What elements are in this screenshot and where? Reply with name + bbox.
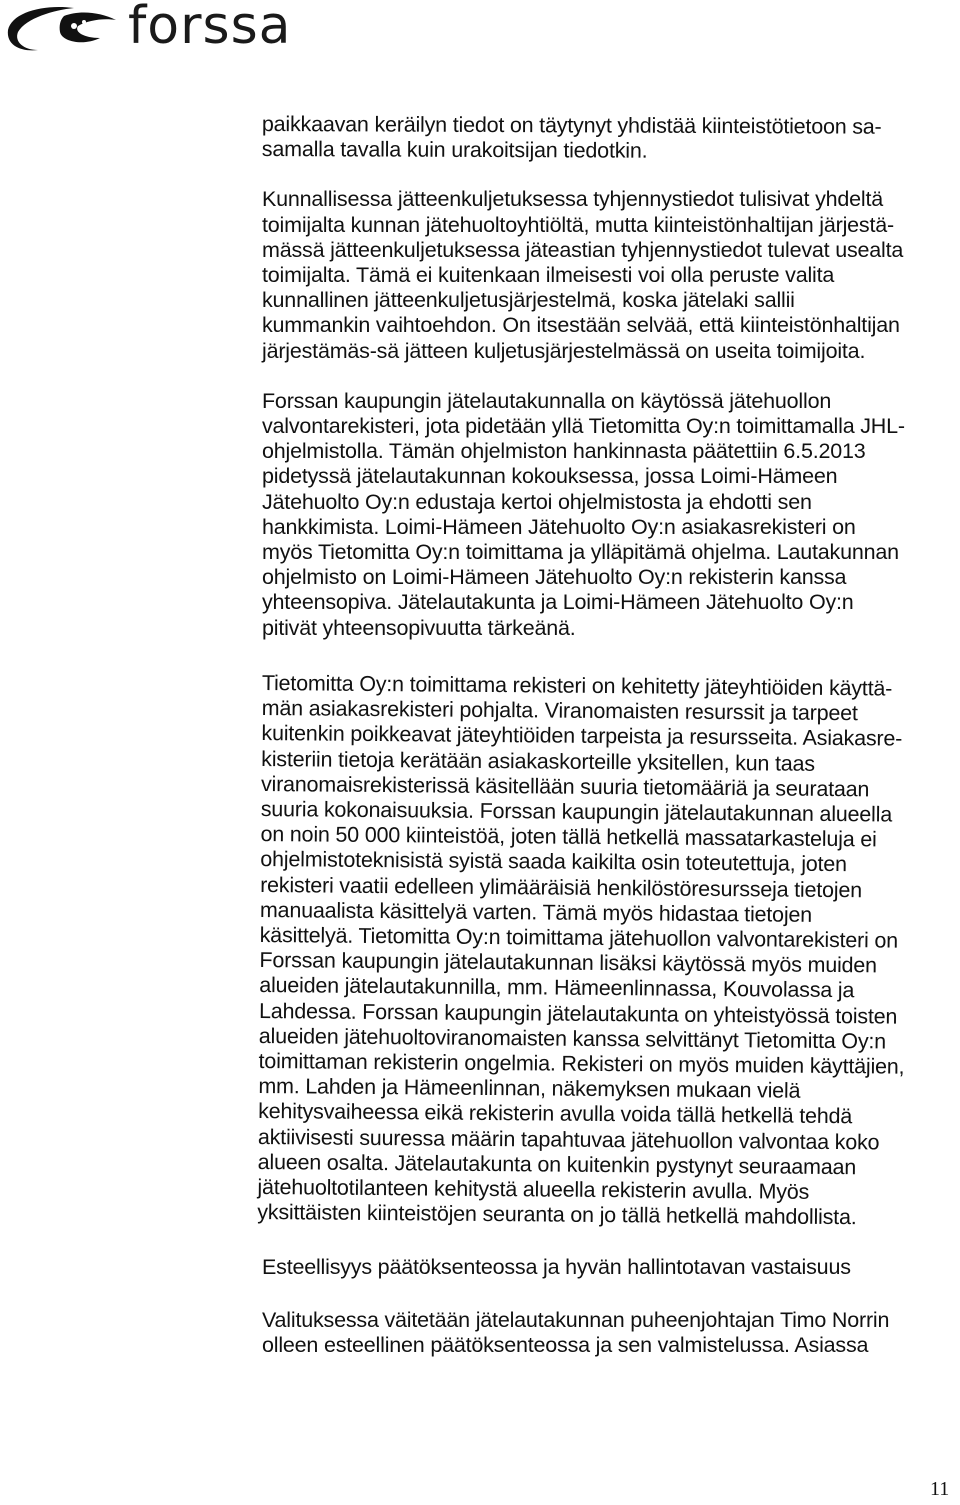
paragraph: Kunnallisessa jätteenkuljetuksessa tyhjennystiedot tulisivat yhdeltä toimijalta kunnan jätehuoltoyhtiöltä, mutta kiinteistönhaltijan järjestä- mässä jätteenkuljetuksessa jäteastian tyhjennystiedot tulevat usealta toimijalta. Tämä ei kuitenkaan ilmeisesti voi olla peruste valita kunnallinen jätteenkuljetusjärjestelmä, koska jätelaki sallii kummankin vaihtoehdon. On itsestään selvää, että kiinteistönhaltijan järjestämäs-sä jätteen kuljetusjärjestelmässä on useita toimijoita.	[262, 187, 904, 363]
paragraph: Tietomitta Oy:n toimittama rekisteri on kehitetty jäteyhtiöiden käyttä- män asiakasrekisteri pohjalta. Viranomaisten resurssit ja tarpeet kuitenkin poikkeavat jäteyhtiöiden tarpeista ja resursseita. Asiakasre- kisteriin tietoja kerätään asiakaskorteille yksitellen, kun taas viranomaisrekisterissä käsitellään suuria tietomääriä ja seurataan suuria kokonaisuuksia. Forssan kaupungin jätelautakunnan alueella on noin 50 000 kiinteistöä, joten tällä hetkellä massatarkasteluja ei ohjelmistoteknisistä syistä saada kaikilta osin toteutettuja, joten rekisteri vaatii edelleen ylimääräisiä henkilöstöresursseja tietojen manuaalista käsittelyä varten. Tämä myös hidastaa tietojen käsittelyä. Tietomitta Oy:n toimittama jätehuollon valvontarekisteri on Forssan kaupungin jätelautakunnan lisäksi käytössä myös muiden alueiden jätelautakunnilla, mm. Hämeenlinnassa, Kouvolassa ja Lahdessa. Forssan kaupungin jätelautakunta on yhteistyössä toisten alueiden jätehuoltoviranomaisten kanssa selvittänyt Tietomitta Oy:n toimittaman rekisterin ongelmia. Rekisteri on myös muiden käyttäjien, mm. Lahden ja Hämeenlinnan, näkemyksen mukaan vielä kehitysvaiheessa eikä rekisterin avulla voida tällä hetkellä tehdä aktiivisesti suuressa määrin tapahtuvaa jätehuollon valvontaa koko alueen osalta. Jätelautakunta on kuitenkin pystynyt seuraamaan jätehuoltotilanteen kehitystä alueella rekisterin avulla. Myös yksittäisten kiinteistöjen seuranta on jo tällä hetkellä mahdollista.	[257, 670, 905, 1230]
section-heading: Esteellisyys päätöksenteossa ja hyvän hallintotavan vastaisuus	[262, 1255, 851, 1280]
forssa-logo-swoosh-icon	[4, 2, 122, 54]
paragraph: Forssan kaupungin jätelautakunnalla on käytössä jätehuollon valvontarekisteri, jota pidetään yllä Tietomitta Oy:n toimittamalla JHL- ohjelmistolla. Tämän ohjelmiston hankinnasta päätettiin 6.5.2013 pidetyssä jätelautakunnan kokouksessa, jossa Loimi-Hämeen Jätehuolto Oy:n edustaja kertoi ohjelmistosta ja ehdotti sen hankkimista. Loimi-Hämeen Jätehuolto Oy:n asiakasrekisteri on myös Tietomitta Oy:n toimittama ja ylläpitämä ohjelma. Lautakunnan ohjelmisto on Loimi-Hämeen Jätehuolto Oy:n rekisterin kanssa yhteensopiva. Jätelautakunta ja Loimi-Hämeen Jätehuolto Oy:n pitivät yhteensopivuutta tärkeänä.	[262, 388, 905, 640]
document-body	[257, 112, 960, 1358]
forssa-logo	[0, 0, 340, 64]
paragraph: paikkaavan keräilyn tiedot on täytynyt yhdistää kiinteistötietoon sa- samalla tavalla kuin urakoitsijan tiedotkin.	[261, 112, 882, 163]
page-number: 11	[930, 1478, 950, 1500]
logo-wordmark: forssa	[128, 0, 292, 56]
paragraph: Valituksessa väitetään jätelautakunnan puheenjohtajan Timo Norrin olleen esteellinen päätöksenteossa ja sen valmistelussa. Asiassa	[262, 1307, 890, 1357]
